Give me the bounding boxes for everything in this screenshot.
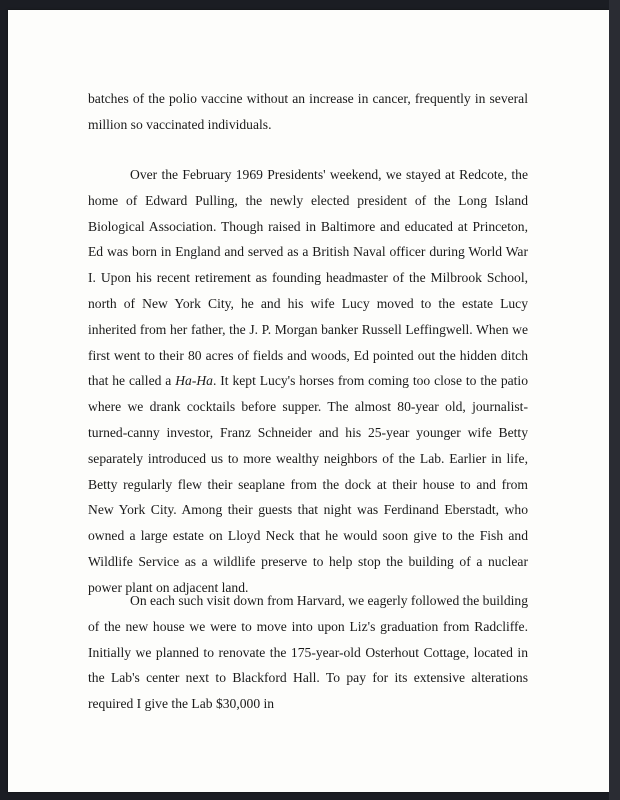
paragraph-2-text-b: . It kept Lucy's horses from coming too close to the patio where we drank cocktails before supper. The almost 80-year old, journalist-turned-canny investor, Franz Schneider and his 25-year younger wife Betty separately introduced us to more wealthy neighbors of the Lab. Earlier in life, Betty regularly flew their seaplane from the dock at their house to and from New York City. Among their guests that night was Ferdinand Eberstadt, who owned a large estate on Lloyd Neck that he would soon give to the Fish and Wildlife Service as a wildlife preserve to help stop the building of a nuclear power plant on adjacent land. [88, 373, 528, 595]
scan-edge [609, 0, 620, 800]
document-page [8, 10, 609, 792]
paragraph-2-text-a: Over the February 1969 Presidents' weekend, we stayed at Redcote, the home of Edward Pulling, the newly elected president of the Long Island Biological Association. Though raised in Baltimore and educated at Princeton, Ed was born in England and served as a British Naval officer during World War I. Upon his recent retirement as founding headmaster of the Milbrook School, north of New York City, he and his wife Lucy moved to the estate Lucy inherited from her father, the J. P. Morgan banker Russell Leffingwell. When we first went to their 80 acres of fields and woods, Ed pointed out the hidden ditch that he called a [88, 167, 528, 389]
paragraph-2-italic-term: Ha-Ha [175, 373, 213, 389]
paragraph-2 [88, 162, 528, 601]
paragraph-3: On each such visit down from Harvard, we eagerly followed the building of the new house we were to move into upon Liz's graduation from Radcliffe. Initially we planned to renovate the 175-year-old Osterhout Cottage, located in the Lab's center next to Blackford Hall. To pay for its extensive alterations required I give the Lab $30,000 in [88, 593, 528, 712]
paragraph-1: batches of the polio vaccine without an increase in cancer, frequently in several million so vaccinated individuals. [88, 91, 528, 132]
